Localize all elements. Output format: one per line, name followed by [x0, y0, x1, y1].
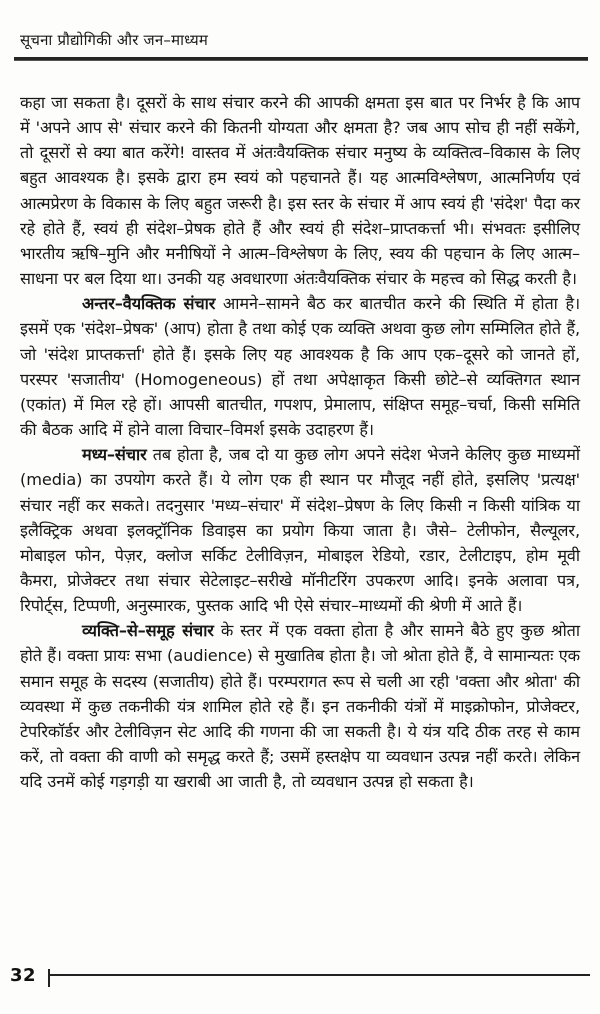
paragraph-mediated-text: तब होता है, जब दो या कुछ लोग अपने संदेश भेजने केलिए कुछ माध्यमों (media) का उपयोग करते हैं। ये लोग एक ही स्थान पर मौजूद नहीं होते, इसलिए 'प्रत्यक्ष' संचार नहीं कर सकते। तदनुसार 'मध्य–संचार' में संदेश–प्रेषण के लिए किसी न किसी यांत्रिक या इलैक्ट्रिक अथवा इलक्ट्रॉनिक डिवाइस का प्रयोग किया जाता है। जैसे– टेलीफोन, सैल्यूलर, मोबाइल फोन, पेज़र, क्लोज सर्किट टेलीविज़न, मोबाइल रेडियो, रडार, टेलीटाइप, होम मूवी कैमरा, प्रोजेक्टर तथा संचार सेटेलाइट–सरीखे मॉनीटरिंग उपकरण आदि। इनके अलावा पत्र, रिपोर्ट्स, टिप्पणी, अनुस्मारक, पुस्तक आदि भी ऐसे संचार–माध्यमों की श्रेणी में आते हैं। [20, 445, 580, 616]
page-footer [10, 965, 590, 1005]
section-heading-interpersonal: अन्तर–वैयक्तिक संचार [82, 294, 216, 314]
paragraph-mediated [20, 442, 580, 618]
paragraph-intrapersonal: कहा जा सकता है। दूसरों के साथ संचार करने की आपकी क्षमता इस बात पर निर्भर है कि आप में 'अपने आप से' संचार करने की कितनी योग्यता और क्षमता है? जब आप सोच ही नहीं सकेंगे, तो दूसरों से क्या बात करेंगे! वास्तव में अंतःवैयक्तिक संचार मनुष्य के व्यक्तित्व–विकास के लिए बहुत आवश्यक है। इसके द्वारा हम स्वयं को पहचानते हैं। यह आत्मविश्लेषण, आत्मनिर्णय एवं आत्मप्रेरण के विकास के लिए बहुत जरूरी है। इस स्तर के संचार में आप स्वयं ही 'संदेश' पैदा कर रहे होते हैं, स्वयं ही संदेश–प्रेषक होते हैं और स्वयं ही संदेश–प्राप्तकर्त्ता भी। संभवतः इसीलिए भारतीय ऋषि–मुनि और मनीषियों ने आत्म–विश्लेषण के लिए, स्वय की पहचान के लिए आत्म–साधना पर बल दिया था। उनकी यह अवधारणा अंतःवैयक्तिक संचार के महत्त्व को सिद्ध करती है। [20, 93, 580, 289]
body-text [20, 90, 580, 794]
section-heading-person-to-group: व्यक्ति–से–समूह संचार [82, 621, 214, 641]
paragraph-interpersonal-text: आमने–सामने बैठ कर बातचीत करने की स्थिति में होता है। इसमें एक 'संदेश–प्रेषक' (आप) होता है तथा कोई एक व्यक्ति अथवा कुछ लोग सम्मिलित होते हैं, जो 'संदेश प्राप्तकर्त्ता' होते हैं। इसके लिए यह आवश्यक है कि आप एक–दूसरे को जानते हों, परस्पर 'सजातीय' (Homogeneous) हों तथा अपेक्षाकृत किसी छोटे–से व्यक्तिगत स्थान (एकांत) में मिल रहे हों। आपसी बातचीत, गपशप, प्रेमालाप, संक्षिप्त समूह–चर्चा, किसी समिति की बैठक आदि में होने वाला विचार–विमर्श इसके उदाहरण हैं। [20, 294, 580, 440]
section-heading-mediated: मध्य–संचार [82, 445, 147, 465]
footer-tick [48, 969, 50, 987]
page-number: 32 [10, 965, 37, 986]
header-rule [14, 57, 588, 61]
footer-rule [48, 974, 590, 976]
running-title: सूचना प्रौद्योगिकी और जन–माध्यम [20, 31, 209, 49]
paragraph-interpersonal [20, 291, 580, 442]
paragraph-person-to-group [20, 618, 580, 794]
paragraph-person-to-group-text: के स्तर में एक वक्ता होता है और सामने बैठे हुए कुछ श्रोता होते हैं। वक्ता प्रायः सभा (audience) से मुखातिब होता है। जो श्रोता होते हैं, वे सामान्यतः एक समान समूह के सदस्य (सजातीय) होते हैं। परम्परागत रूप से चली आ रही 'वक्ता और श्रोता' की व्यवस्था में कुछ तकनीकी यंत्र शामिल होते रहे हैं। इन तकनीकी यंत्रों में माइक्रोफोन, प्रोजेक्टर, टेपरिकॉर्डर और टेलीविज़न सेट आदि की गणना की जा सकती है। ये यंत्र यदि ठीक तरह से काम करें, तो वक्ता की वाणी को समृद्ध करते हैं; उसमें हस्तक्षेप या व्यवधान उत्पन्न नहीं करते। लेकिन यदि उनमें कोई गड़गड़ी या खराबी आ जाती है, तो व्यवधान उत्पन्न हो सकता है। [20, 621, 580, 792]
